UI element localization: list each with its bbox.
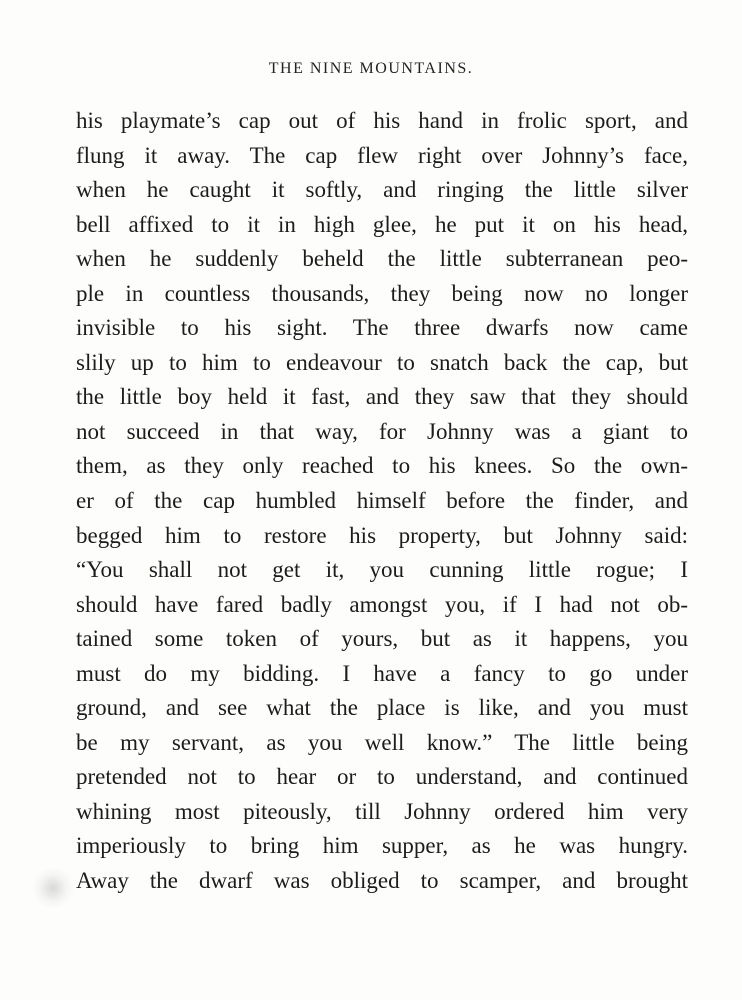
text-line: whining most piteously, till Johnny ordered him very (76, 798, 688, 824)
text-line: the little boy held it fast, and they saw that they should (76, 384, 688, 410)
text-line: his playmate’s cap out of his hand in frolic sport, and (76, 108, 688, 133)
paper-smudge (30, 868, 76, 908)
text-line: bell affixed to it in high glee, he put it on his head, (76, 211, 688, 237)
text-line: begged him to restore his property, but Johnny said: (76, 522, 688, 548)
body-text (76, 104, 688, 899)
text-line: should have fared badly amongst you, if I had not ob- (76, 591, 688, 617)
text-line: when he caught it softly, and ringing the little silver (76, 177, 688, 203)
text-line: flung it away. The cap flew right over Johnny’s face, (76, 142, 688, 168)
text-line: when he suddenly beheld the little subterranean peo- (76, 246, 688, 272)
text-line: tained some token of yours, but as it happens, you (76, 626, 688, 652)
text-line: pretended not to hear or to understand, and continued (76, 764, 688, 790)
text-line: Away the dwarf was obliged to scamper, and brought (76, 868, 688, 894)
text-line: imperiously to bring him supper, as he was hungry. (76, 833, 688, 859)
running-header: THE NINE MOUNTAINS. (268, 60, 474, 77)
text-line: invisible to his sight. The three dwarfs now came (76, 315, 688, 341)
text-line: be my servant, as you well know.” The little being (76, 729, 688, 755)
text-line: must do my bidding. I have a fancy to go under (76, 660, 688, 686)
text-line: er of the cap humbled himself before the finder, and (76, 488, 688, 514)
text-line: ple in countless thousands, they being now no longer (76, 280, 688, 306)
text-line: not succeed in that way, for Johnny was a giant to (76, 418, 688, 444)
text-line: them, as they only reached to his knees. So the own- (76, 453, 688, 479)
text-line: slily up to him to endeavour to snatch back the cap, but (76, 349, 688, 375)
text-line: ground, and see what the place is like, and you must (76, 695, 688, 721)
text-line: “You shall not get it, you cunning little rogue; I (76, 557, 688, 583)
